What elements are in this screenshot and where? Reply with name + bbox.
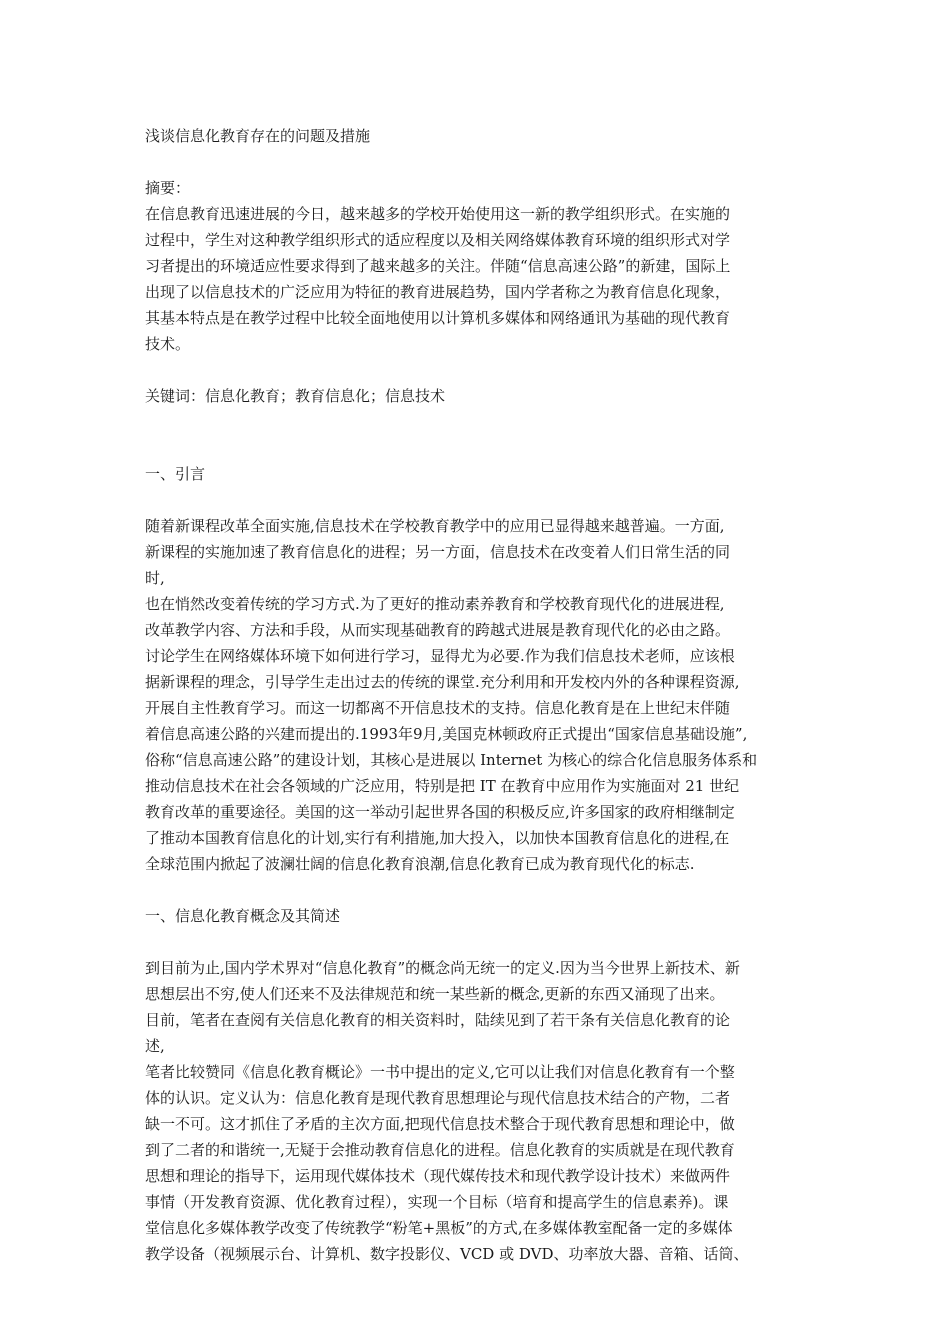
body-line: 新课程的实施加速了教育信息化的进程；另一方面，信息技术在改变着人们日常生活的同 [145,543,731,561]
body-line: 教学设备（视频展示台、计算机、数字投影仪、VCD 或 DVD、功率放大器、音箱、话筒、 [145,1245,749,1263]
body-line: 事情（开发教育资源、优化教育过程），实现一个目标（培育和提高学生的信息素养)。课 [145,1193,729,1211]
body-line: 时, [145,569,165,587]
body-line: 随着新课程改革全面实施,信息技术在学校教育教学中的应用已显得越来越普遍。一方面, [145,517,725,535]
abstract-line: 在信息教育迅速进展的今日，越来越多的学校开始使用这一新的教学组织形式。在实施的 [145,205,731,223]
body-line: 到了二者的和谐统一,无疑于会推动教育信息化的进程。信息化教育的实质就是在现代教育 [145,1141,735,1159]
abstract-line: 出现了以信息技术的广泛应用为特征的教育进展趋势，国内学者称之为教育信息化现象， [145,283,731,301]
section-heading-concept: 一、信息化教育概念及其简述 [145,907,341,925]
abstract-line: 其基本特点是在教学过程中比较全面地使用以计算机多媒体和网络通讯为基础的现代教育 [145,309,731,327]
body-line: 了推动本国教育信息化的计划,实行有利措施,加大投入，以加快本国教育信息化的进程,在 [145,829,730,847]
abstract-line: 过程中，学生对这种教学组织形式的适应程度以及相关网络媒体教育环境的组织形式对学 [145,231,731,249]
document-title: 浅谈信息化教育存在的问题及措施 [145,127,371,145]
body-line: 俗称“信息高速公路”的建设计划，其核心是进展以 Internet 为核心的综合化信息服务体系和 [145,751,758,769]
body-line: 教育改革的重要途径。美国的这一举动引起世界各国的积极反应,许多国家的政府相继制定 [145,803,735,821]
abstract-paragraph [145,201,810,357]
body-line: 目前，笔者在查阅有关信息化教育的相关资料时，陆续见到了若干条有关信息化教育的论 [145,1011,731,1029]
body-line: 缺一不可。这才抓住了矛盾的主次方面,把现代信息技术整合于现代教育思想和理论中，做 [145,1115,735,1133]
body-line: 到目前为止,国内学术界对“信息化教育”的概念尚无统一的定义.因为当今世界上新技术、新 [145,959,740,977]
keywords: 关键词：信息化教育；教育信息化；信息技术 [145,387,446,405]
body-line: 笔者比较赞同《信息化教育概论》一书中提出的定义,它可以让我们对信息化教育有一个整 [145,1063,735,1081]
body-line: 体的认识。定义认为：信息化教育是现代教育思想理论与现代信息技术结合的产物，二者 [145,1089,731,1107]
body-line: 改革教学内容、方法和手段，从而实现基础教育的跨越式进展是教育现代化的必由之路。 [145,621,731,639]
document-body [145,123,810,1267]
body-line: 全球范围内掀起了波澜壮阔的信息化教育浪潮,信息化教育已成为教育现代化的标志. [145,855,695,873]
abstract-line: 习者提出的环境适应性要求得到了越来越多的关注。伴随“信息高速公路”的新建，国际上 [145,257,731,275]
introduction-paragraph [145,513,810,877]
body-line: 讨论学生在网络媒体环境下如何进行学习，显得尤为必要.作为我们信息技术老师，应该根 [145,647,735,665]
body-line: 思想层出不穷,使人们还来不及法律规范和统一某些新的概念,更新的东西又涌现了出来。 [145,985,725,1003]
concept-paragraph [145,955,810,1267]
body-line: 也在悄然改变着传统的学习方式.为了更好的推动素养教育和学校教育现代化的进展进程, [145,595,725,613]
abstract-heading: 摘要： [145,179,191,197]
body-line: 述, [145,1037,165,1055]
body-line: 开展自主性教育学习。而这一切都离不开信息技术的支持。信息化教育是在上世纪末伴随 [145,699,731,717]
body-line: 推动信息技术在社会各领域的广泛应用，特别是把 IT 在教育中应用作为实施面对 21 世纪 [145,777,740,795]
abstract-line: 技术。 [145,335,191,353]
section-heading-introduction: 一、引言 [145,465,206,483]
body-line: 思想和理论的指导下，运用现代媒体技术（现代媒传技术和现代教学设计技术）来做两件 [145,1167,731,1185]
body-line: 堂信息化多媒体教学改变了传统教学“粉笔+黑板”的方式,在多媒体教室配备一定的多媒体 [145,1219,733,1237]
body-line: 着信息高速公路的兴建而提出的.1993年9月,美国克林顿政府正式提出“国家信息基础设施”, [145,725,748,743]
body-line: 据新课程的理念，引导学生走出过去的传统的课堂.充分利用和开发校内外的各种课程资源, [145,673,740,691]
